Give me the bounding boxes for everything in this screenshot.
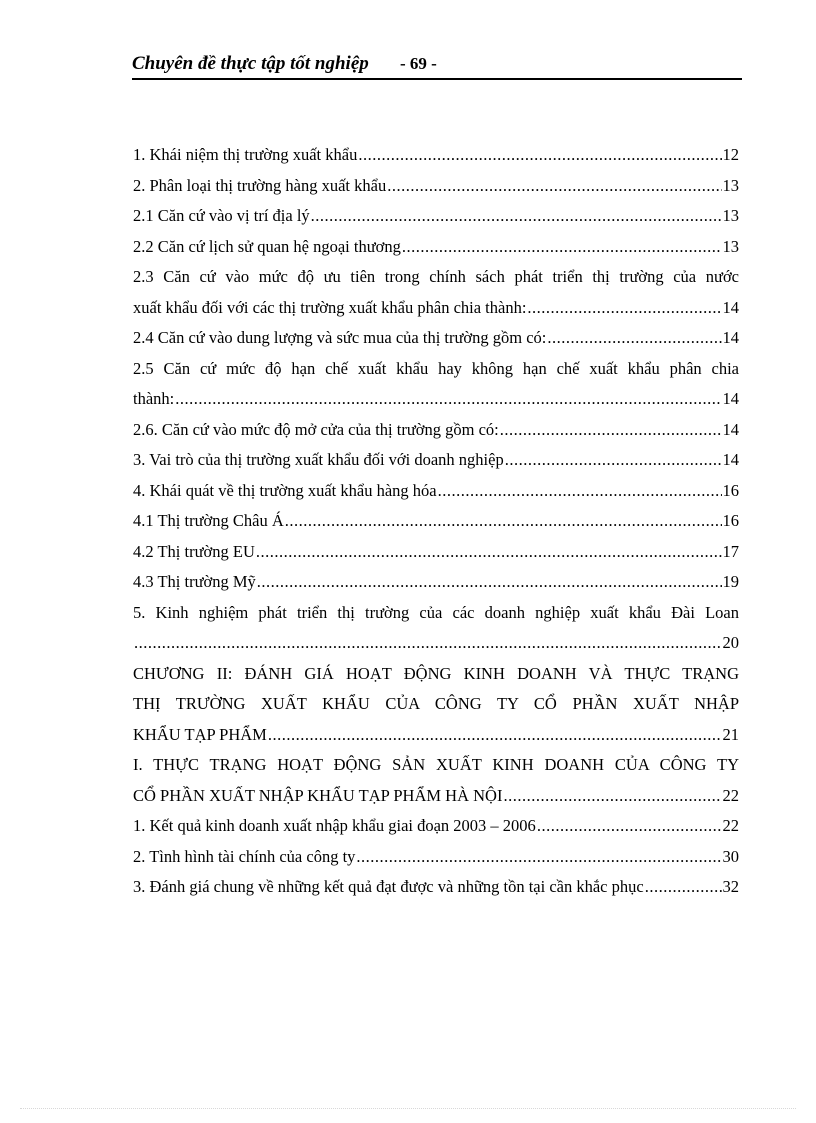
toc-page-number: 13 — [722, 206, 739, 225]
toc-page-number: 17 — [722, 541, 739, 561]
toc-dot-leader — [645, 872, 722, 903]
toc-page-number: 16 — [722, 511, 739, 530]
toc-entry[interactable] — [133, 842, 739, 873]
toc-entry-title: 4.2 Thị trường EU — [133, 541, 255, 561]
toc-entry[interactable] — [133, 201, 739, 232]
toc-dot-leader — [256, 537, 722, 568]
toc-page-number: 14 — [722, 328, 739, 347]
toc-entry[interactable] — [133, 262, 739, 323]
toc-entry-title: 2.4 Căn cứ vào dung lượng và sức mua của thị trường gồm có: — [133, 328, 547, 347]
footer-divider — [20, 1108, 796, 1109]
toc-dot-leader — [257, 567, 722, 598]
toc-entry[interactable] — [133, 476, 739, 507]
toc-page-number: 14 — [722, 297, 739, 317]
document-title: Chuyên đề thực tập tốt nghiệp — [132, 53, 369, 74]
toc-page-number: 32 — [722, 877, 739, 896]
toc-page-number: 13 — [722, 236, 739, 256]
toc-dot-leader — [547, 323, 721, 354]
toc-entry-text-line: 2.5 Căn cứ mức độ hạn chế xuất khẩu hay không hạn chế xuất khẩu phân chia — [133, 358, 739, 378]
toc-page-number: 14 — [722, 419, 739, 439]
toc-entry-text-line: 2.3 Căn cứ vào mức độ ưu tiên trong chính sách phát triển thị trường của nước — [133, 267, 739, 286]
toc-entry-text-line: I. THỰC TRẠNG HOẠT ĐỘNG SẢN XUẤT KINH DOANH CỦA CÔNG TY — [133, 755, 739, 774]
toc-entry[interactable] — [133, 506, 739, 537]
page-header — [132, 52, 742, 80]
toc-dot-leader — [503, 781, 721, 812]
toc-dot-leader — [402, 232, 722, 263]
toc-entry-title: 4.1 Thị trường Châu Á — [133, 511, 284, 530]
toc-entry[interactable] — [133, 232, 739, 263]
toc-entry-title: 3. Vai trò của thị trường xuất khẩu đối với doanh nghiệp — [133, 450, 504, 469]
toc-entry[interactable] — [133, 415, 739, 446]
toc-page-number: 22 — [722, 785, 739, 805]
toc-page-number: 19 — [722, 572, 739, 591]
toc-dot-leader — [356, 842, 721, 873]
toc-dot-leader — [311, 201, 722, 232]
toc-entry-title: 2. Tình hình tài chính của công ty — [133, 846, 356, 866]
toc-page-number: 13 — [722, 175, 739, 195]
toc-page-number: 16 — [722, 480, 739, 500]
toc-entry[interactable] — [133, 872, 739, 903]
toc-dot-leader — [285, 506, 722, 537]
toc-dot-leader — [268, 720, 722, 751]
toc-page-number: 20 — [722, 633, 739, 652]
toc-entry[interactable] — [133, 140, 739, 171]
toc-page-number: 22 — [722, 816, 739, 835]
toc-entry[interactable] — [133, 567, 739, 598]
toc-dot-leader — [175, 384, 721, 415]
toc-dot-leader — [438, 476, 722, 507]
toc-page-number: 12 — [722, 145, 739, 164]
toc-entry-title: thành: — [133, 389, 175, 408]
toc-entry[interactable] — [133, 323, 739, 354]
toc-entry[interactable] — [133, 659, 739, 751]
toc-entry[interactable] — [133, 445, 739, 476]
page-number: - 69 - — [400, 54, 437, 73]
toc-dot-leader — [134, 628, 722, 659]
toc-entry-title: 2.2 Căn cứ lịch sử quan hệ ngoại thương — [133, 236, 401, 256]
toc-page-number: 14 — [722, 389, 739, 408]
toc-entry-title: 1. Khái niệm thị trường xuất khẩu — [133, 145, 358, 164]
toc-entry-title: 3. Đánh giá chung về những kết quả đạt được và những tồn tại cần khắc phục — [133, 877, 644, 896]
table-of-contents — [133, 140, 739, 903]
toc-entry-title: 4. Khái quát về thị trường xuất khẩu hàng hóa — [133, 480, 437, 500]
toc-entry-text-line: CHƯƠNG II: ĐÁNH GIÁ HOẠT ĐỘNG KINH DOANH VÀ THỰC TRẠNG — [133, 663, 739, 683]
toc-dot-leader — [505, 445, 722, 476]
toc-entry[interactable] — [133, 750, 739, 811]
toc-entry-title: xuất khẩu đối với các thị trường xuất khẩu phân chia thành: — [133, 297, 527, 317]
toc-dot-leader — [537, 811, 722, 842]
toc-entry[interactable] — [133, 811, 739, 842]
toc-entry[interactable] — [133, 354, 739, 415]
toc-entry-title: 4.3 Thị trường Mỹ — [133, 572, 256, 591]
toc-entry[interactable] — [133, 171, 739, 202]
toc-dot-leader — [527, 293, 721, 324]
toc-dot-leader — [500, 415, 722, 446]
toc-entry[interactable] — [133, 598, 739, 659]
toc-entry-text-line: 5. Kinh nghiệm phát triển thị trường của các doanh nghiệp xuất khẩu Đài Loan — [133, 602, 739, 622]
toc-entry-title: KHẨU TẠP PHẨM — [133, 724, 267, 744]
toc-entry-title: 2.1 Căn cứ vào vị trí địa lý — [133, 206, 310, 225]
toc-entry-text-line: THỊ TRƯỜNG XUẤT KHẨU CỦA CÔNG TY CỔ PHẦN XUẤT NHẬP — [133, 694, 739, 713]
toc-entry-title: CỔ PHẦN XUẤT NHẬP KHẨU TẠP PHẨM HÀ NỘI — [133, 785, 503, 805]
toc-page-number: 30 — [722, 846, 739, 866]
toc-page-number: 21 — [722, 724, 739, 744]
toc-dot-leader — [387, 171, 721, 202]
toc-entry-title: 2. Phân loại thị trường hàng xuất khẩu — [133, 175, 387, 195]
toc-dot-leader — [358, 140, 721, 171]
toc-page-number: 14 — [722, 450, 739, 469]
toc-entry-title: 1. Kết quả kinh doanh xuất nhập khẩu giai đoạn 2003 – 2006 — [133, 816, 536, 835]
toc-entry-title: 2.6. Căn cứ vào mức độ mở cửa của thị trường gồm có: — [133, 419, 499, 439]
toc-entry[interactable] — [133, 537, 739, 568]
